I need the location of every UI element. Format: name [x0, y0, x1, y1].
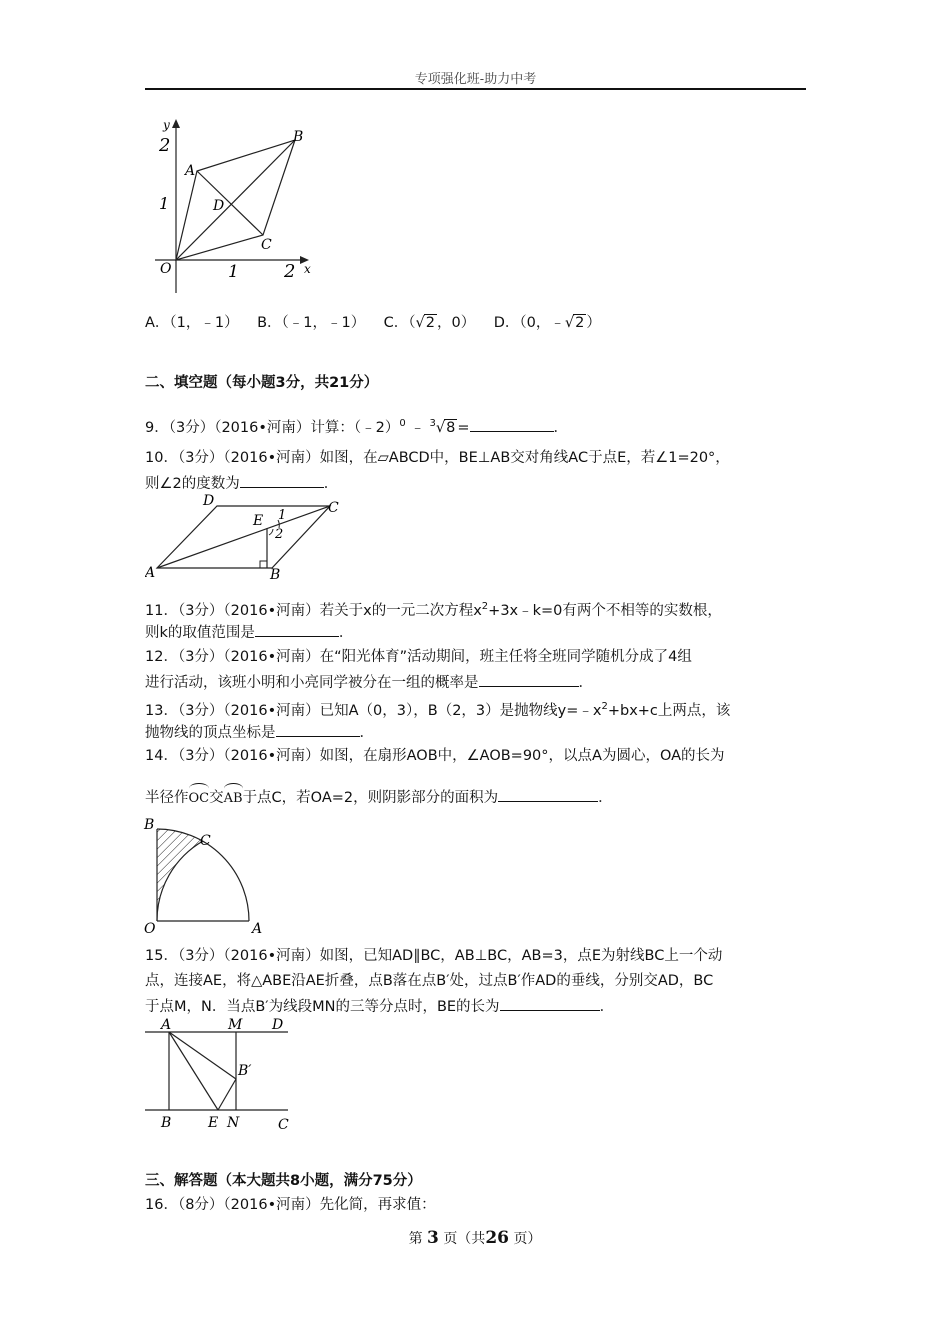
- q13-answer-blank: [276, 722, 360, 737]
- label-A: A: [145, 565, 156, 581]
- label-N: N: [227, 1115, 240, 1131]
- q8-option-a: A．（1，﹣1）: [145, 315, 239, 331]
- q14-answer-blank: [498, 787, 598, 802]
- label-B: B: [270, 567, 281, 583]
- label-D: D: [203, 493, 215, 509]
- question-9: 9．（3分）（2016•河南）计算：（﹣2）$^0$ ﹣ $^3$√8 = ．: [145, 418, 568, 436]
- figure-q15-fold: [140, 1013, 300, 1138]
- tick-y-1: 1: [159, 194, 170, 213]
- page-number: 3: [427, 1228, 439, 1248]
- question-14-line1: 14．（3分）（2016•河南）如图，在扇形AOB中，∠AOB=90°，以点A为圆心，OA的长为: [145, 748, 725, 764]
- page-footer: 第 3 页（共26 页）: [408, 1228, 542, 1248]
- label-C: C: [328, 500, 339, 516]
- label-B-prime: B′: [238, 1063, 252, 1079]
- q8-option-d: D．（0，﹣√2 ）: [493, 315, 601, 331]
- diagonal-AC: [157, 506, 330, 568]
- question-15-line3: 于点M，N．当点B′为线段MN的三等分点时，BE的长为 ．: [145, 996, 614, 1017]
- diagonal-AC: [197, 171, 263, 235]
- segment-B-prime-E: [218, 1079, 236, 1110]
- label-A: A: [185, 163, 196, 179]
- q8-option-b: B．（﹣1，﹣1）: [257, 315, 366, 331]
- label-O: O: [160, 261, 172, 277]
- question-16: 16．（8分）（2016•河南）先化简，再求值：: [145, 1197, 436, 1213]
- question-10-line2: 则∠2的度数为 ．: [145, 473, 338, 494]
- label-D: D: [272, 1017, 284, 1033]
- q10-answer-blank: [240, 473, 324, 488]
- question-12-line1: 12．（3分）（2016•河南）在“阳光体育”活动期间，班主任将全班同学随机分成了4组: [145, 649, 692, 665]
- q8-option-c: C．（√2 ，0）: [383, 315, 476, 331]
- question-13-line1: 13．（3分）（2016•河南）已知A（0，3），B（2，3）是抛物线$y=﹣x^2+bx+c$上两点，该: [145, 701, 731, 719]
- label-E: E: [208, 1115, 219, 1131]
- label-M: M: [228, 1017, 243, 1033]
- label-C: C: [261, 237, 272, 253]
- label-A: A: [161, 1017, 172, 1033]
- label-B: B: [293, 129, 304, 145]
- header-rule: [145, 88, 806, 90]
- label-C: C: [278, 1117, 289, 1133]
- tick-x-1: 1: [228, 262, 239, 282]
- arc-OC: OC: [189, 789, 210, 809]
- question-15-line2: 点，连接AE，将△ABE沿AE折叠，点B落在点B′处，过点B′作AD的垂线，分别交AD，BC: [145, 973, 714, 989]
- label-A: A: [252, 921, 263, 935]
- shaded-region: [157, 829, 203, 921]
- label-B: B: [144, 817, 155, 833]
- segment-AB-prime: [169, 1032, 236, 1079]
- question-11-line2: 则k的取值范围是 ．: [145, 622, 353, 643]
- section-2-title: 二、填空题（每小题3分，共21分）: [145, 375, 379, 391]
- question-10-line1: 10．（3分）（2016•河南）如图，在▱ABCD中，BE⊥AB交对角线AC于点E，若∠1=20°，: [145, 450, 730, 466]
- tick-x-2: 2: [284, 261, 296, 282]
- figure-q8-coordinate-plane: [145, 115, 325, 300]
- question-15-line1: 15．（3分）（2016•河南）如图，已知AD∥BC，AB⊥BC，AB=3，点E为射线BC上一个动: [145, 948, 723, 964]
- segment-AE: [169, 1032, 218, 1110]
- arc-AB: AB: [224, 789, 243, 809]
- question-12-line2: 进行活动，该班小明和小亮同学被分在一组的概率是 ．: [145, 672, 593, 693]
- label-B: B: [161, 1115, 172, 1131]
- figure-q14-sector: [140, 815, 270, 935]
- total-pages: 26: [485, 1228, 509, 1248]
- q15-answer-blank: [500, 996, 600, 1011]
- page-header: 专项强化班-助力中考: [414, 72, 537, 87]
- q11-answer-blank: [255, 622, 339, 637]
- q12-answer-blank: [479, 672, 579, 687]
- q8-options: [145, 313, 601, 333]
- label-C: C: [200, 833, 211, 849]
- question-13-line2: 抛物线的顶点坐标是 ．: [145, 722, 374, 743]
- label-E: E: [253, 513, 264, 529]
- section-3-title: 三、解答题（本大题共8小题，满分75分）: [145, 1173, 422, 1189]
- question-11-line1: 11．（3分）（2016•河南）若关于x的一元二次方程$x^2+3x﹣k=0$有两个不相等的实数根，: [145, 601, 722, 619]
- label-x: x: [304, 262, 311, 276]
- label-D: D: [213, 198, 225, 214]
- tick-y-2: 2: [159, 135, 171, 156]
- label-angle-2: 2: [275, 527, 284, 542]
- label-y: y: [163, 118, 170, 132]
- label-angle-1: 1: [278, 508, 287, 523]
- q9-answer-blank: [470, 417, 554, 432]
- angle-2-arc: [269, 529, 273, 535]
- right-angle-mark: [260, 561, 267, 568]
- figure-q10-parallelogram: [145, 493, 355, 583]
- label-O: O: [144, 921, 156, 935]
- diagonal-OB: [176, 140, 295, 260]
- question-14-line2: 半径作OC交AB于点C，若OA=2，则阴影部分的面积为 ．: [145, 787, 613, 809]
- y-axis-arrow: [172, 119, 180, 128]
